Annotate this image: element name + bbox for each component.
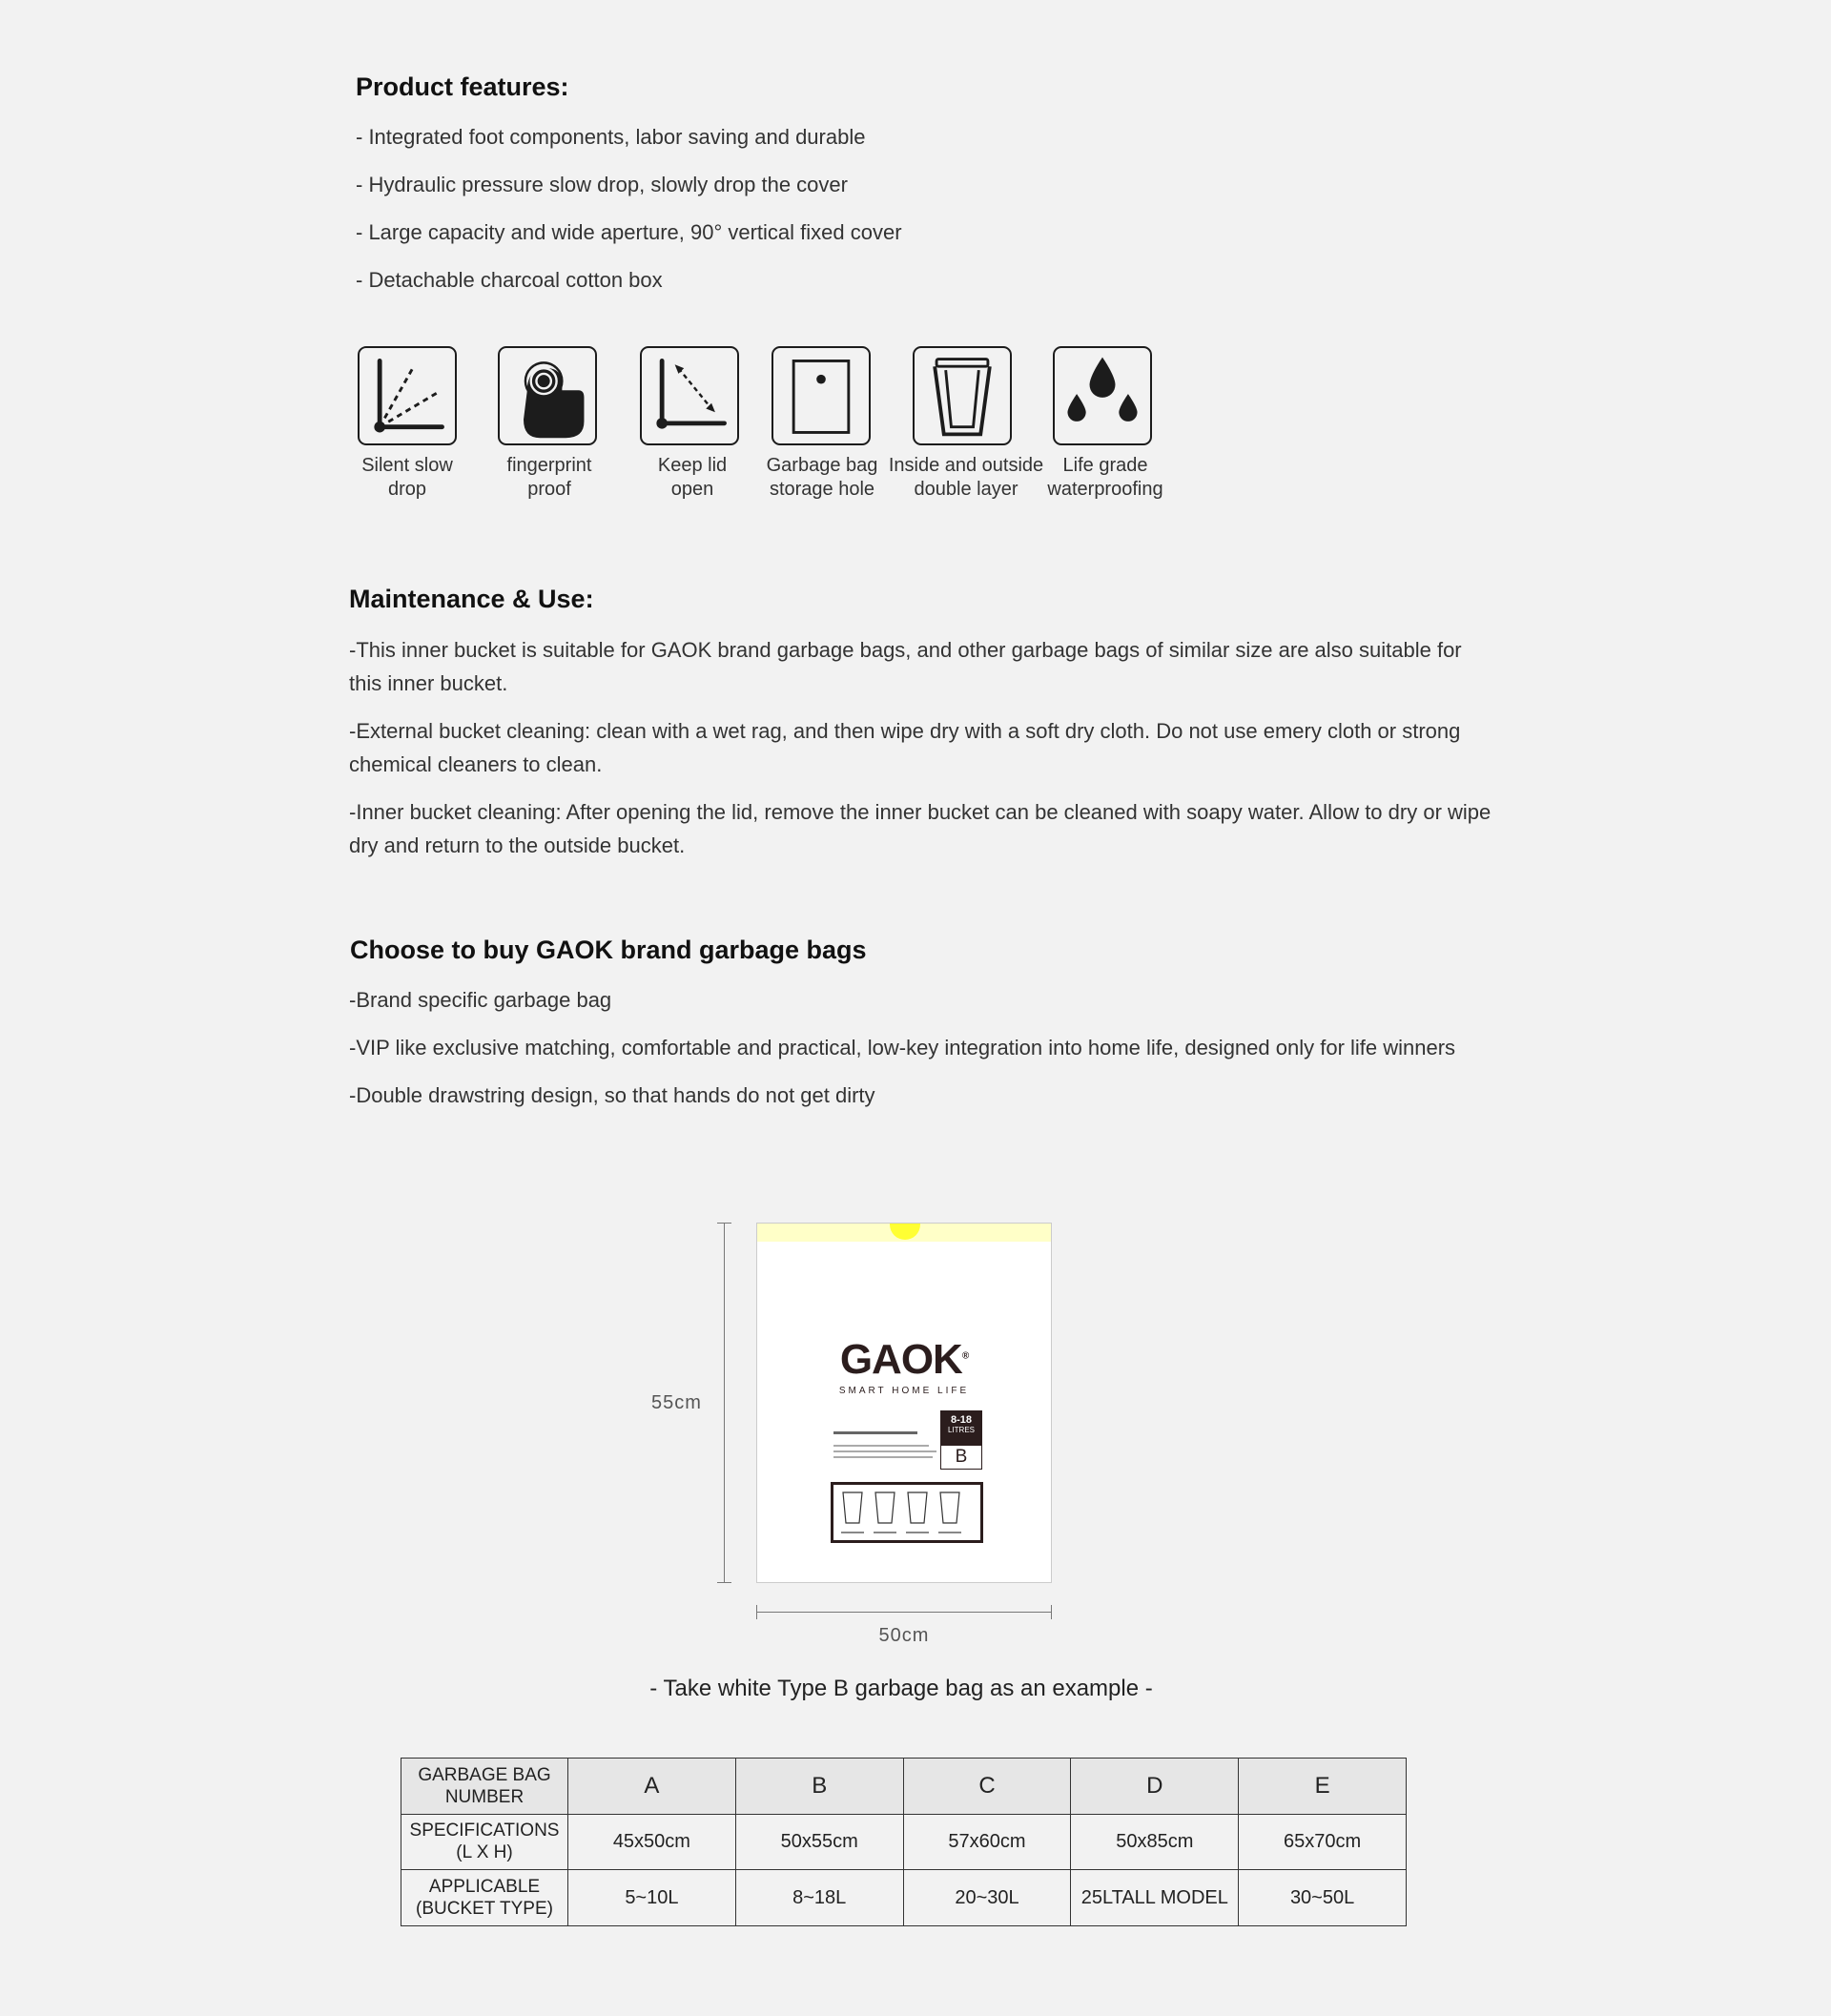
fingerprint-proof-icon <box>498 346 597 445</box>
maintenance-item: -Inner bucket cleaning: After opening the lid, remove the inner bucket can be cleaned with soapy water. Allow to dry or wipe dry and return to the outside bucket. <box>349 800 1492 857</box>
table-column-header: C <box>903 1759 1071 1815</box>
bags-title: Choose to buy GAOK brand garbage bags <box>350 936 867 964</box>
height-dimension-tick <box>717 1223 731 1224</box>
table-cell: 25LTALL MODEL <box>1071 1870 1239 1926</box>
icon-caption: Inside and outside double layer <box>888 455 1044 500</box>
feature-item: - Hydraulic pressure slow drop, slowly drop the cover <box>356 173 848 196</box>
feature-item: - Large capacity and wide aperture, 90° vertical fixed cover <box>356 220 902 244</box>
table-cell: 30~50L <box>1239 1870 1407 1926</box>
width-dimension-line <box>756 1612 1052 1613</box>
bag-print-line <box>833 1445 929 1447</box>
height-dimension-tick <box>717 1582 731 1583</box>
width-dimension-tick <box>1051 1605 1052 1619</box>
table-cell: 65x70cm <box>1239 1814 1407 1870</box>
maintenance-item: -This inner bucket is suitable for GAOK brand garbage bags, and other garbage bags of similar size are also suitable for this inner bucket. <box>349 638 1462 695</box>
feature-item: - Detachable charcoal cotton box <box>356 268 663 292</box>
table-cell: 50x55cm <box>735 1814 903 1870</box>
bag-caption: - Take white Type B garbage bag as an example - <box>649 1676 1153 1701</box>
table-header-label: GARBAGE BAG NUMBER <box>401 1759 568 1815</box>
bag-brand-logo: GAOK® <box>839 1336 969 1383</box>
table-column-header: E <box>1239 1759 1407 1815</box>
table-cell: 20~30L <box>903 1870 1071 1926</box>
table-column-header: D <box>1071 1759 1239 1815</box>
table-column-header: B <box>735 1759 903 1815</box>
silent-slow-drop-icon <box>358 346 457 445</box>
bag-tagline: SMART HOME LIFE <box>838 1386 970 1396</box>
table-cell: 5~10L <box>568 1870 736 1926</box>
double-layer-icon <box>913 346 1012 445</box>
table-row-label: APPLICABLE (BUCKET TYPE) <box>401 1870 568 1926</box>
icon-caption: Garbage bag storage hole <box>766 455 878 500</box>
width-label: 50cm <box>878 1625 930 1646</box>
icon-caption: Keep lid open <box>657 455 728 500</box>
keep-lid-open-icon <box>640 346 739 445</box>
table-cell: 45x50cm <box>568 1814 736 1870</box>
garbage-bag-illustration <box>756 1223 1052 1583</box>
bag-type-letter: B <box>940 1445 982 1470</box>
bags-item: -Brand specific garbage bag <box>349 988 612 1012</box>
bag-usage-steps <box>831 1482 983 1543</box>
waterproofing-icon <box>1053 346 1152 445</box>
features-title: Product features: <box>356 72 569 101</box>
table-column-header: A <box>568 1759 736 1815</box>
garbage-bag-spec-table <box>401 1758 1407 1926</box>
width-dimension-tick <box>756 1605 757 1619</box>
table-cell: 8~18L <box>735 1870 903 1926</box>
feature-item: - Integrated foot components, labor saving and durable <box>356 125 866 149</box>
maintenance-item: -External bucket cleaning: clean with a wet rag, and then wipe dry with a soft dry cloth. Do not use emery cloth or strong chemical cleaners to clean. <box>349 719 1461 776</box>
bag-print-line <box>833 1450 936 1452</box>
height-label: 55cm <box>651 1392 702 1413</box>
icon-caption: Silent slow drop <box>361 455 453 500</box>
garbage-bag-storage-hole-icon <box>771 346 871 445</box>
capacity-badge: 8-18 LITRES <box>940 1410 982 1445</box>
table-cell: 50x85cm <box>1071 1814 1239 1870</box>
bags-item: -VIP like exclusive matching, comfortable and practical, low-key integration into home life, designed only for life winners <box>349 1036 1456 1059</box>
table-row <box>401 1759 1407 1815</box>
table-cell: 57x60cm <box>903 1814 1071 1870</box>
icon-caption: fingerprint proof <box>506 455 592 500</box>
bag-print-line <box>833 1431 917 1434</box>
maintenance-title: Maintenance & Use: <box>349 585 594 613</box>
bag-print-line <box>833 1456 933 1458</box>
height-dimension-line <box>724 1223 725 1583</box>
bags-item: -Double drawstring design, so that hands do not get dirty <box>349 1083 875 1107</box>
icon-caption: Life grade waterproofing <box>1047 455 1163 500</box>
table-row <box>401 1814 1407 1870</box>
table-row <box>401 1870 1407 1926</box>
table-row-label: SPECIFICATIONS (L X H) <box>401 1814 568 1870</box>
